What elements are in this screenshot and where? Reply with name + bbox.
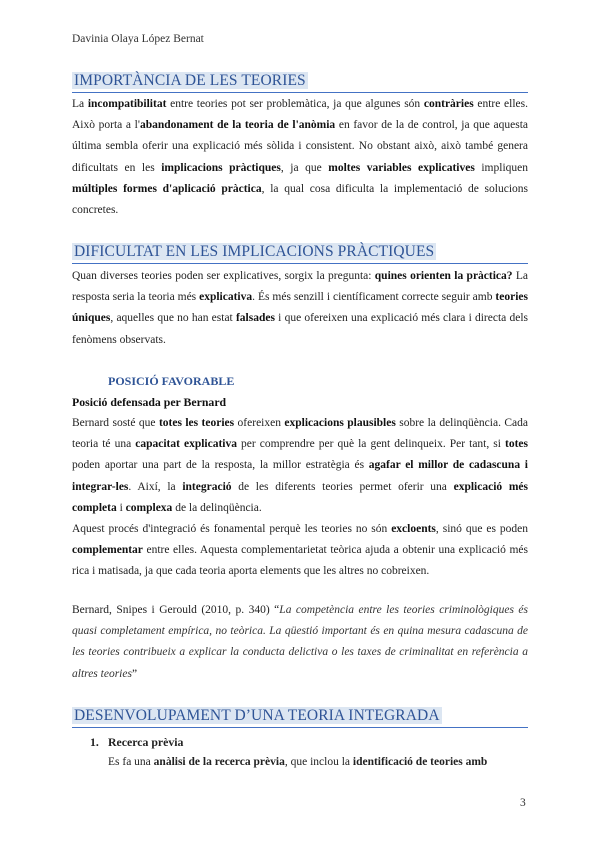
subtitle-posicio-bernard: Posició defensada per Bernard: [72, 395, 227, 409]
list-item-number: 1.: [90, 735, 99, 749]
section-paragraph-importancia: La incompatibilitat entre teories pot ser problemàtica, ja que algunes són contràries entre elles. Això porta a l'abandonament de la teoria de l'anòmia en favor de la de control, ja que aquesta última sembla oferir una explicació més sòlida i consistent. No obstant això, això també genera dificultats en les implicacions pràctiques, ja que moltes variables explicatives impliquen múltiples formes d'aplicació pràctica, la qual cosa dificulta la implementació de solucions concretes.: [72, 98, 528, 217]
section-heading-desenvolupament: DESENVOLUPAMENT D’UNA TEORIA INTEGRADA: [72, 707, 528, 728]
section-paragraph-dificultat: Quan diverses teories poden ser explicatives, sorgix la pregunta: quines orienten la pràctica? La resposta seria la teoria més explicativa. És més senzill i científicament correcte seguir amb teories úniques, aquelles que no han estat falsades i que ofereixen una explicació més clara i directa dels fenòmens observats.: [72, 270, 528, 346]
paragraph-bernard: Bernard sosté que totes les teories ofereixen explicacions plausibles sobre la delinqüència. Cada teoria té una capacitat explicativa per comprendre per què la gent delinqueix. Per tant, si totes poden aportar una part de la resposta, la millor estratègia és agafar el millor de cadascuna i integrar-les. Així, la integració de les diferents teories permet oferir una explicació més completa i complexa de la delinqüència.: [72, 417, 529, 514]
list-item-body: Es fa una anàlisi de la recerca prèvia, que inclou la identificació de teories amb: [108, 756, 488, 768]
citation-bernard-snipes-gerould: Bernard, Snipes i Gerould (2010, p. 340) “La competència entre les teories criminològiques és quasi completament empírica, no teòrica. La qüestió important és en quina mesura cadascuna de les teories contribueix a explicar la conducta delictiva o les taxes de criminalitat en referència a altres teories”: [72, 604, 528, 680]
subheading-posicio-favorable: POSICIÓ FAVORABLE: [108, 374, 235, 388]
page-number: 3: [520, 797, 526, 809]
paragraph-integracio: Aquest procés d'integració és fonamental perquè les teories no són excloents, sinó que es poden complementar entre elles. Aquesta complementarietat teòrica ajuda a obtenir una explicació més rica i matisada, ja que cada teoria aporta elements que les altres no cobreixen.: [72, 523, 528, 578]
section-heading-importancia: IMPORTÀNCIA DE LES TEORIES: [72, 72, 528, 93]
page-header-author: Davinia Olaya López Bernat: [72, 33, 204, 45]
section-heading-dificultat: DIFICULTAT EN LES IMPLICACIONS PRÀCTIQUES: [72, 243, 528, 264]
list-item-title: Recerca prèvia: [108, 735, 184, 749]
